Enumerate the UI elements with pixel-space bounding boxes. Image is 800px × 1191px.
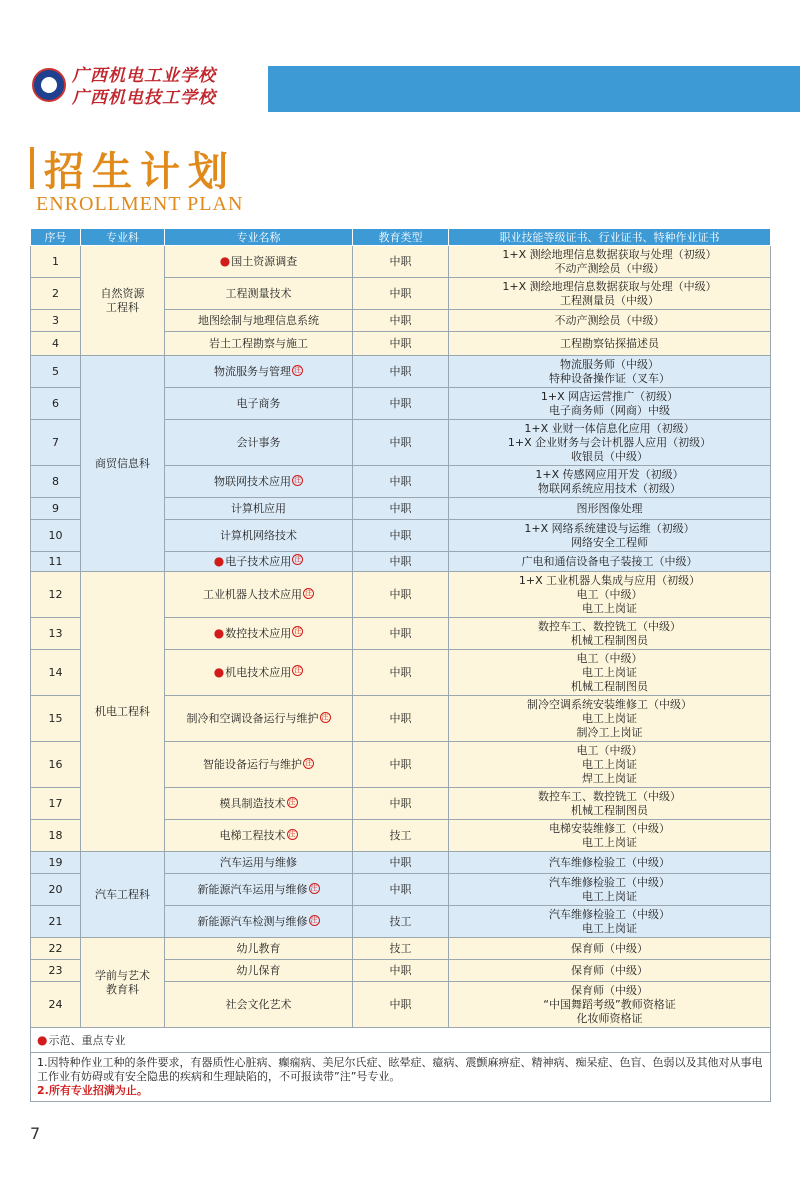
cell-certificates: 保育师（中级）	[449, 960, 771, 982]
header-no: 序号	[31, 229, 81, 246]
major-name: 工程测量技术	[225, 286, 292, 300]
cell-major	[165, 466, 353, 498]
school-name-2: 广西机电技工学校	[72, 88, 216, 108]
cell-no: 18	[31, 820, 81, 852]
key-major-dot-icon: ●	[213, 626, 225, 640]
cell-type: 中职	[353, 852, 449, 874]
table-row	[31, 356, 771, 388]
note-marker-icon: 注	[294, 555, 302, 563]
page-header	[0, 0, 800, 130]
cell-type: 中职	[353, 960, 449, 982]
cell-certificates: 电工（中级） 电工上岗证 机械工程制图员	[449, 650, 771, 696]
cell-certificates: 保育师（中级）	[449, 938, 771, 960]
cell-major	[165, 246, 353, 278]
cell-major	[165, 278, 353, 310]
note-2: 2.所有专业招满为止。	[37, 1084, 148, 1097]
cell-type: 中职	[353, 742, 449, 788]
note-marker-icon: 注	[305, 588, 312, 597]
cell-certificates: 1+X 传感网应用开发（初级） 物联网系统应用技术（初级）	[449, 466, 771, 498]
key-major-dot-icon: ●	[219, 254, 231, 268]
major-name: 数控技术应用	[225, 627, 292, 640]
major-name: 电子商务	[236, 396, 281, 410]
legend-text: 示范、重点专业	[48, 1033, 126, 1047]
cell-major	[165, 982, 353, 1028]
cell-certificates: 物流服务师（中级） 特种设备操作证（叉车）	[449, 356, 771, 388]
cell-major	[165, 572, 353, 618]
cell-no: 14	[31, 650, 81, 696]
major-name: 智能设备运行与维护	[203, 757, 302, 771]
page-title: 招生计划	[44, 148, 236, 195]
major-name: 新能源汽车运用与维修	[197, 882, 308, 896]
cell-certificates: 数控车工、数控铣工（中级） 机械工程制图员	[449, 618, 771, 650]
cell-certificates: 1+X 业财一体信息化应用（初级） 1+X 企业财务与会计机器人应用（初级） 收银员（中级）	[449, 420, 771, 466]
header-type: 教育类型	[353, 229, 449, 246]
cell-type: 中职	[353, 696, 449, 742]
major-name: 社会文化艺术	[225, 997, 292, 1011]
note-marker-icon: 注	[294, 365, 301, 374]
table-row	[31, 938, 771, 960]
cell-type: 中职	[353, 618, 449, 650]
cell-major	[165, 960, 353, 982]
cell-major	[165, 388, 353, 420]
cell-no: 7	[31, 420, 81, 466]
cell-no: 5	[31, 356, 81, 388]
cell-no: 20	[31, 874, 81, 906]
school-logo	[32, 68, 66, 102]
cell-type: 技工	[353, 906, 449, 938]
legend-dot-icon: ●	[37, 1032, 48, 1047]
note-marker-icon: 注	[310, 883, 318, 892]
header-department: 专业科	[81, 229, 165, 246]
cell-department: 机电工程科	[81, 572, 165, 852]
cell-certificates: 汽车维修检验工（中级） 电工上岗证	[449, 906, 771, 938]
table-row	[31, 572, 771, 618]
table-row	[31, 246, 771, 278]
cell-no: 4	[31, 332, 81, 356]
note-marker-icon: 注	[288, 797, 296, 806]
legend-row	[31, 1028, 771, 1053]
cell-certificates: 1+X 测绘地理信息数据获取与处理（初级） 不动产测绘员（中级）	[449, 246, 771, 278]
cell-type: 中职	[353, 310, 449, 332]
cell-major	[165, 310, 353, 332]
cell-type: 中职	[353, 246, 449, 278]
cell-certificates: 电工（中级） 电工上岗证 焊工上岗证	[449, 742, 771, 788]
table-row	[31, 852, 771, 874]
cell-type: 中职	[353, 278, 449, 310]
major-name: 地图绘制与地理信息系统	[198, 313, 319, 327]
cell-major	[165, 552, 353, 572]
major-name: 物联网技术应用	[214, 474, 291, 488]
cell-no: 21	[31, 906, 81, 938]
major-name: 会计事务	[236, 435, 281, 449]
cell-no: 10	[31, 520, 81, 552]
cell-certificates: 1+X 网店运营推广（初级） 电子商务师（网商）中级	[449, 388, 771, 420]
key-major-dot-icon: ●	[213, 665, 225, 679]
page-subtitle: ENROLLMENT PLAN	[36, 193, 244, 215]
header-certificates: 职业技能等级证书、行业证书、特种作业证书	[449, 229, 771, 246]
enrollment-table	[30, 228, 771, 1102]
cell-type: 中职	[353, 982, 449, 1028]
cell-major	[165, 498, 353, 520]
cell-no: 13	[31, 618, 81, 650]
cell-no: 19	[31, 852, 81, 874]
cell-major	[165, 356, 353, 388]
major-name: 机电技术应用	[225, 666, 292, 679]
cell-no: 23	[31, 960, 81, 982]
cell-major	[165, 742, 353, 788]
cell-no: 12	[31, 572, 81, 618]
cell-department: 自然资源 工程科	[81, 246, 165, 356]
cell-certificates: 广电和通信设备电子装接工（中级）	[449, 552, 771, 572]
note-marker-icon: 注	[288, 829, 296, 838]
cell-major	[165, 820, 353, 852]
major-name: 幼儿保育	[236, 963, 281, 977]
cell-no: 1	[31, 246, 81, 278]
cell-certificates: 保育师（中级） “中国舞蹈考级”教师资格证 化妆师资格证	[449, 982, 771, 1028]
note-marker-icon: 注	[310, 915, 318, 924]
major-name: 模具制造技术	[219, 796, 286, 810]
header-major: 专业名称	[165, 229, 353, 246]
major-name: 计算机网络技术	[220, 528, 297, 542]
major-name: 物流服务与管理	[214, 364, 291, 378]
major-name: 制冷和空调设备运行与维护	[186, 711, 319, 725]
cell-type: 中职	[353, 572, 449, 618]
cell-no: 2	[31, 278, 81, 310]
cell-certificates: 工程勘察钻探描述员	[449, 332, 771, 356]
title-accent-bar	[30, 147, 34, 189]
cell-no: 8	[31, 466, 81, 498]
cell-certificates: 汽车维修检验工（中级）	[449, 852, 771, 874]
major-name: 电子技术应用	[225, 555, 292, 568]
cell-major	[165, 696, 353, 742]
cell-type: 中职	[353, 788, 449, 820]
cell-type: 中职	[353, 388, 449, 420]
cell-no: 15	[31, 696, 81, 742]
major-name: 电梯工程技术	[219, 828, 286, 842]
cell-major	[165, 906, 353, 938]
major-name: 计算机应用	[231, 501, 286, 515]
cell-no: 9	[31, 498, 81, 520]
cell-department: 汽车工程科	[81, 852, 165, 938]
cell-major	[165, 420, 353, 466]
school-name-1: 广西机电工业学校	[72, 66, 216, 86]
note-marker-icon: 注	[305, 758, 312, 767]
cell-type: 中职	[353, 356, 449, 388]
cell-certificates: 1+X 网络系统建设与运维（初级） 网络安全工程师	[449, 520, 771, 552]
cell-type: 中职	[353, 498, 449, 520]
major-name: 岩土工程勘察与施工	[209, 336, 308, 350]
cell-certificates: 数控车工、数控铣工（中级） 机械工程制图员	[449, 788, 771, 820]
major-name: 新能源汽车检测与维修	[197, 914, 308, 928]
cell-no: 24	[31, 982, 81, 1028]
cell-type: 中职	[353, 874, 449, 906]
cell-no: 17	[31, 788, 81, 820]
cell-type: 技工	[353, 820, 449, 852]
note-marker-icon: 注	[294, 627, 302, 635]
cell-department: 学前与艺术 教育科	[81, 938, 165, 1028]
cell-type: 中职	[353, 466, 449, 498]
cell-major	[165, 520, 353, 552]
note-marker-icon: 注	[294, 475, 301, 484]
cell-certificates: 1+X 工业机器人集成与应用（初级） 电工（中级） 电工上岗证	[449, 572, 771, 618]
cell-no: 3	[31, 310, 81, 332]
cell-certificates: 电梯安装维修工（中级） 电工上岗证	[449, 820, 771, 852]
cell-no: 6	[31, 388, 81, 420]
major-name: 国土资源调查	[231, 255, 298, 268]
cell-certificates: 制冷空调系统安装维修工（中级） 电工上岗证 制冷工上岗证	[449, 696, 771, 742]
cell-major	[165, 938, 353, 960]
note-1: 1.因特种作业工种的条件要求，有器质性心脏病、癫痫病、美尼尔氏症、眩晕症、癔病、震颤麻痹症、精神病、痴呆症、色盲、色弱以及其他对从事电工作业有妨碍或有安全隐患的疾病和生理缺陷的，不可报读带”注”号专业。	[37, 1056, 763, 1083]
cell-no: 16	[31, 742, 81, 788]
cell-major	[165, 788, 353, 820]
table-header-row	[31, 229, 771, 246]
cell-no: 11	[31, 552, 81, 572]
cell-type: 中职	[353, 420, 449, 466]
header-blue-bar	[268, 66, 800, 112]
cell-type: 中职	[353, 650, 449, 696]
major-name: 工业机器人技术应用	[203, 587, 302, 601]
cell-major	[165, 874, 353, 906]
note-marker-icon: 注	[294, 666, 302, 674]
key-major-dot-icon: ●	[213, 554, 225, 568]
cell-type: 中职	[353, 332, 449, 356]
cell-major	[165, 332, 353, 356]
cell-department: 商贸信息科	[81, 356, 165, 572]
major-name: 幼儿教育	[236, 941, 281, 955]
cell-major	[165, 852, 353, 874]
note-marker-icon: 注	[321, 712, 329, 721]
cell-no: 22	[31, 938, 81, 960]
cell-certificates: 1+X 测绘地理信息数据获取与处理（中级） 工程测量员（中级）	[449, 278, 771, 310]
cell-certificates: 不动产测绘员（中级）	[449, 310, 771, 332]
cell-type: 技工	[353, 938, 449, 960]
cell-certificates: 图形图像处理	[449, 498, 771, 520]
cell-major	[165, 618, 353, 650]
cell-certificates: 汽车维修检验工（中级） 电工上岗证	[449, 874, 771, 906]
page-number: 7	[30, 1124, 41, 1143]
cell-major	[165, 650, 353, 696]
cell-type: 中职	[353, 520, 449, 552]
notes-cell	[31, 1053, 771, 1102]
major-name: 汽车运用与维修	[220, 855, 297, 869]
cell-type: 中职	[353, 552, 449, 572]
